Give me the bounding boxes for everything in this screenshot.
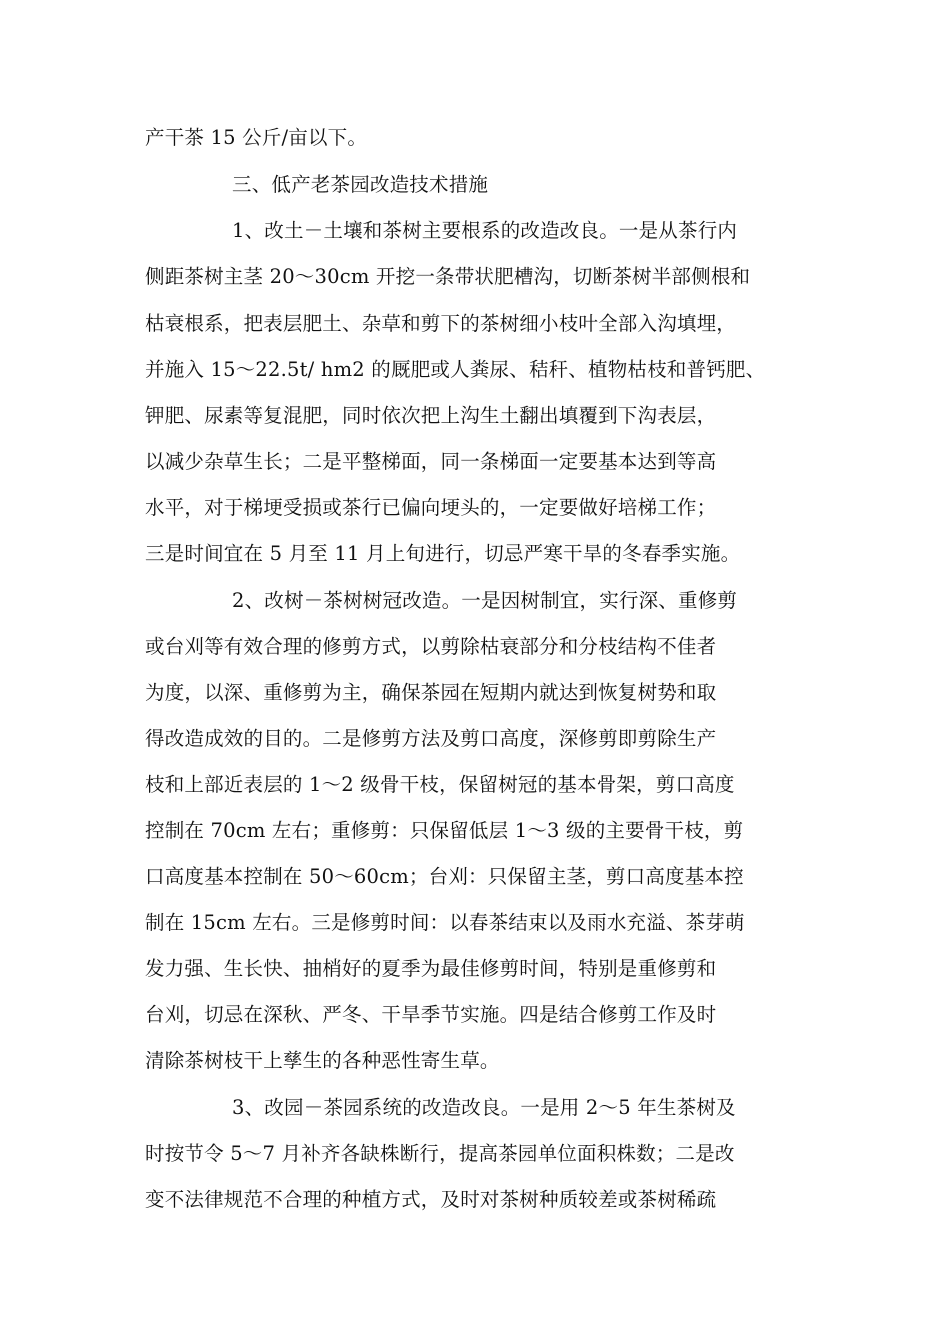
- text-line: 并施入 15～22.5t/ hm2 的厩肥或人粪尿、秸秆、植物枯枝和普钙肥、: [145, 358, 766, 381]
- text-line: 侧距茶树主茎 20～30cm 开挖一条带状肥槽沟，切断茶树半部侧根和: [145, 265, 751, 288]
- text-line: 三是时间宜在 5 月至 11 月上旬进行，切忌严寒干旱的冬春季实施。: [145, 542, 741, 565]
- text-line: 清除茶树枝干上孳生的各种恶性寄生草。: [145, 1049, 500, 1072]
- text-line: 台刈，切忌在深秋、严冬、干旱季节实施。四是结合修剪工作及时: [145, 1003, 717, 1026]
- text-line: 口高度基本控制在 50～60cm；台刈：只保留主茎，剪口高度基本控: [145, 865, 744, 888]
- text-line: 枯衰根系，把表层肥土、杂草和剪下的茶树细小枝叶全部入沟填埋，: [145, 312, 737, 335]
- text-line: 或台刈等有效合理的修剪方式，以剪除枯衰部分和分枝结构不佳者: [145, 635, 717, 658]
- section-heading: 三、低产老茶园改造技术措施: [232, 173, 489, 196]
- text-line: 1、改土－土壤和茶树主要根系的改造改良。一是从茶行内: [232, 219, 738, 242]
- text-line: 得改造成效的目的。二是修剪方法及剪口高度，深修剪即剪除生产: [145, 727, 717, 750]
- text-line: 产干茶 15 公斤/亩以下。: [145, 126, 368, 149]
- text-line: 变不法律规范不合理的种植方式，及时对茶树种质较差或茶树稀疏: [145, 1188, 717, 1211]
- text-line: 时按节令 5～7 月补齐各缺株断行，提高茶园单位面积株数；二是改: [145, 1142, 735, 1165]
- text-line: 制在 15cm 左右。三是修剪时间：以春茶结束以及雨水充溢、茶芽萌: [145, 911, 745, 934]
- text-line: 水平，对于梯埂受损或茶行已偏向埂头的，一定要做好培梯工作；: [145, 496, 717, 519]
- text-line: 控制在 70cm 左右；重修剪：只保留低层 1～3 级的主要骨干枝，剪: [145, 819, 744, 842]
- text-line: 发力强、生长快、抽梢好的夏季为最佳修剪时间，特别是重修剪和: [145, 957, 717, 980]
- text-line: 以减少杂草生长；二是平整梯面，同一条梯面一定要基本达到等高: [145, 450, 717, 473]
- text-line: 3、改园－茶园系统的改造改良。一是用 2～5 年生茶树及: [232, 1096, 736, 1119]
- text-line: 枝和上部近表层的 1～2 级骨干枝，保留树冠的基本骨架，剪口高度: [145, 773, 735, 796]
- text-line: 为度，以深、重修剪为主，确保茶园在短期内就达到恢复树势和取: [145, 681, 717, 704]
- text-line: 钾肥、尿素等复混肥，同时依次把上沟生土翻出填覆到下沟表层，: [145, 404, 717, 427]
- text-line: 2、改树－茶树树冠改造。一是因树制宜，实行深、重修剪: [232, 589, 738, 612]
